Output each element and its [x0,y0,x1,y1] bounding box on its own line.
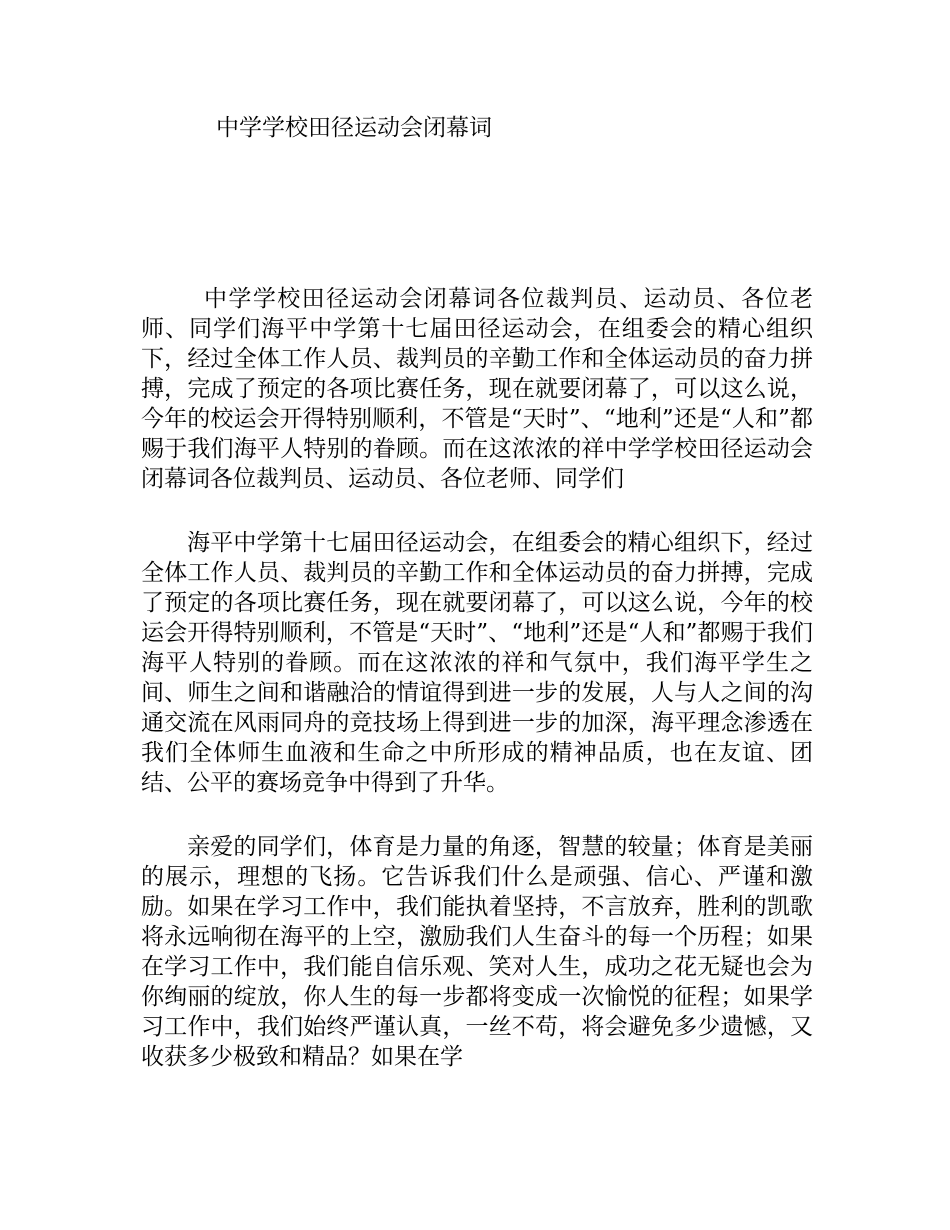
paragraph-2: 海平中学第十七届田径运动会，在组委会的精心组织下，经过全体工作人员、裁判员的辛勤工作和全体运动员的奋力拼搏，完成了预定的各项比赛任务，现在就要闭幕了，可以这么说，今年的校运会开得特别顺利，不管是“天时”、“地利”还是“人和”都赐于我们海平人特别的眷顾。而在这浓浓的祥和气氛中，我们海平学生之间、师生之间和谐融洽的情谊得到进一步的发展，人与人之间的沟通交流在风雨同舟的竞技场上得到进一步的加深，海平理念渗透在我们全体师生血液和生命之中所形成的精神品质，也在友谊、团结、公平的赛场竞争中得到了升华。 [141,530,813,796]
document-title: 中学学校田径运动会闭幕词 [216,115,492,141]
paragraph-1: 中学学校田径运动会闭幕词各位裁判员、运动员、各位老师、同学们海平中学第十七届田径运动会，在组委会的精心组织下，经过全体工作人员、裁判员的辛勤工作和全体运动员的奋力拼搏，完成了预定的各项比赛任务，现在就要闭幕了，可以这么说，今年的校运会开得特别顺利，不管是“天时”、“地利”还是“人和”都赐于我们海平人特别的眷顾。而在这浓浓的祥中学学校田径运动会闭幕词各位裁判员、运动员、各位老师、同学们 [141,286,813,492]
document-body [141,284,813,1106]
paragraph-3: 亲爱的同学们，体育是力量的角逐，智慧的较量；体育是美丽的展示，理想的飞扬。它告诉我们什么是顽强、信心、严谨和激励。如果在学习工作中，我们能执着坚持，不言放弃，胜利的凯歌将永远响彻在海平的上空，激励我们人生奋斗的每一个历程；如果在学习工作中，我们能自信乐观、笑对人生，成功之花无疑也会为你绚丽的绽放，你人生的每一步都将变成一次愉悦的征程；如果学习工作中，我们始终严谨认真，一丝不苟，将会避免多少遗憾，又收获多少极致和精品？如果在学 [141,834,813,1070]
